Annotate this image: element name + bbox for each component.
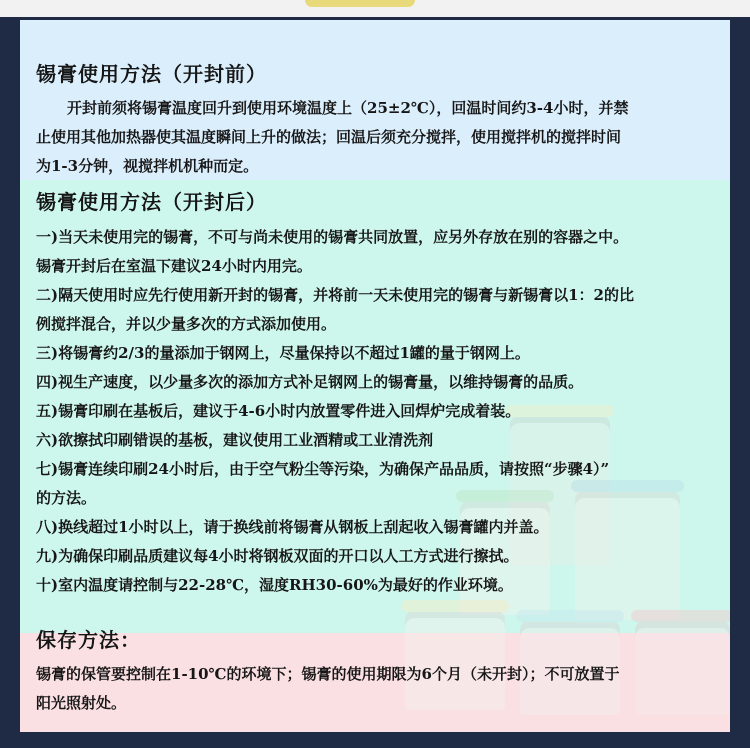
- list-item: 的方法。: [36, 489, 97, 507]
- top-strip: [0, 0, 750, 17]
- paragraph-line: 止使用其他加热器使其温度瞬间上升的做法；回温后须充分搅拌，使用搅拌机的搅拌时间: [36, 128, 622, 146]
- product-lid-fragment: [305, 0, 415, 7]
- text-content: [20, 20, 730, 732]
- list-item: 锡膏开封后在室温下建议24小时内用完。: [36, 257, 312, 275]
- list-item: 一)当天未使用完的锡膏，不可与尚未使用的锡膏共同放置，应另外存放在别的容器之中。: [36, 228, 629, 246]
- instruction-panel: [20, 20, 730, 732]
- before-opening-paragraph: [36, 94, 722, 181]
- storage-paragraph: [36, 660, 722, 718]
- list-item: 五)锡膏印刷在基板后，建议于4-6小时内放置零件进入回焊炉完成着装。: [36, 402, 521, 420]
- list-item: 九)为确保印刷品质建议每4小时将钢板双面的开口以人工方式进行擦拭。: [36, 547, 519, 565]
- list-item: 四)视生产速度，以少量多次的添加方式补足钢网上的锡膏量，以维持锡膏的品质。: [36, 373, 584, 391]
- paragraph-line: 锡膏的保管要控制在1-10℃的环境下；锡膏的使用期限为6个月（未开封）；不可放置于: [36, 665, 620, 683]
- list-item: 八)换线超过1小时以上，请于换线前将锡膏从钢板上刮起收入锡膏罐内并盖。: [36, 518, 549, 536]
- after-opening-steps: [36, 223, 722, 600]
- section-title-storage: 保存方法：: [36, 628, 141, 652]
- list-item: 十)室内温度请控制与22-28℃，湿度RH30-60%为最好的作业环境。: [36, 576, 513, 594]
- paragraph-line: 阳光照射处。: [36, 694, 127, 712]
- list-item: 三)将锡膏约2/3的量添加于钢网上，尽量保持以不超过1罐的量于钢网上。: [36, 344, 530, 362]
- paragraph-line: 开封前须将锡膏温度回升到使用环境温度上（25±2℃），回温时间约3-4小时，并禁: [67, 99, 629, 117]
- list-item: 二)隔天使用时应先行使用新开封的锡膏，并将前一天未使用完的锡膏与新锡膏以1：2的比: [36, 286, 634, 304]
- section-title-after-opening: 锡膏使用方法（开封后）: [36, 190, 267, 214]
- paragraph-line: 为1-3分钟，视搅拌机机种而定。: [36, 157, 259, 175]
- list-item: 七)锡膏连续印刷24小时后，由于空气粉尘等污染，为确保产品品质，请按照“步骤4）”: [36, 460, 610, 478]
- list-item: 例搅拌混合，并以少量多次的方式添加使用。: [36, 315, 337, 333]
- list-item: 六)欲擦拭印刷错误的基板，建议使用工业酒精或工业清洗剂: [36, 431, 434, 449]
- section-title-before-opening: 锡膏使用方法（开封前）: [36, 62, 267, 86]
